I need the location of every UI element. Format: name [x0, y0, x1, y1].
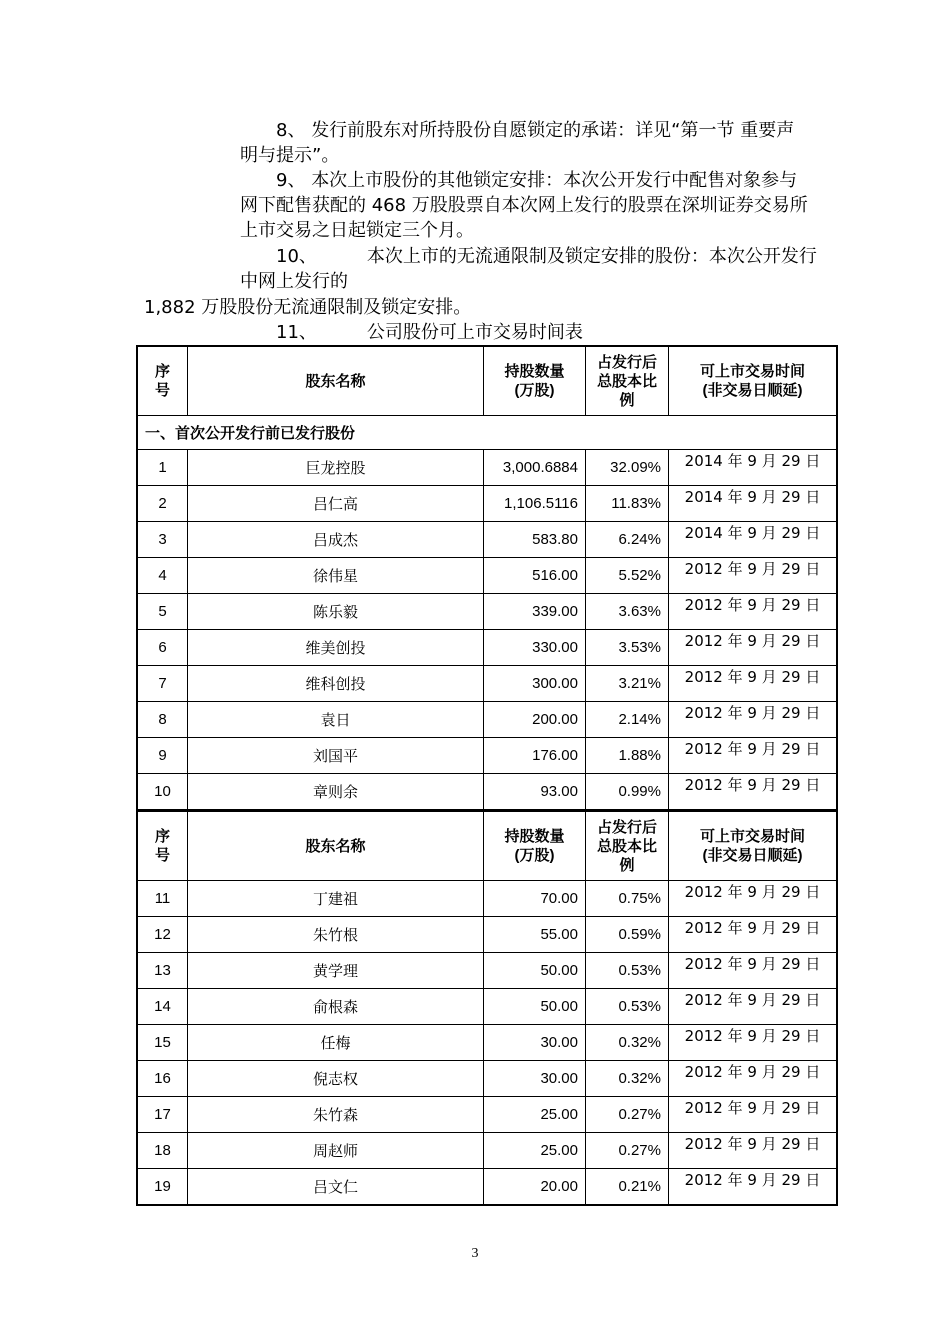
cell-pct: 0.21%: [586, 1169, 669, 1206]
cell-pct: 0.32%: [586, 1061, 669, 1097]
cell-date: 2014 年 9 月 29 日: [669, 522, 838, 558]
cell-date: 2012 年 9 月 29 日: [669, 1097, 838, 1133]
cell-shares: 200.00: [484, 702, 586, 738]
cell-date: 2012 年 9 月 29 日: [669, 594, 838, 630]
cell-no: 7: [137, 666, 188, 702]
table-row: [137, 486, 837, 522]
header-shares: 持股数量 (万股): [484, 811, 586, 881]
paragraph-8: [240, 118, 840, 168]
paragraph-9-line-2: 网下配售获配的 468 万股股票自本次网上发行的股票在深圳证券交易所: [240, 195, 808, 216]
cell-no: 14: [137, 989, 188, 1025]
cell-shares: 50.00: [484, 953, 586, 989]
cell-no: 16: [137, 1061, 188, 1097]
table-section-row: [137, 416, 837, 450]
table-row: [137, 1097, 837, 1133]
cell-no: 19: [137, 1169, 188, 1206]
cell-shares: 300.00: [484, 666, 586, 702]
cell-shares: 1,106.5116: [484, 486, 586, 522]
paragraph-10-continuation: 1,882 万股股份无流通限制及锁定安排。: [144, 297, 472, 318]
paragraph-11-line-1: 11、 公司股份可上市交易时间表: [276, 322, 583, 343]
cell-no: 12: [137, 917, 188, 953]
paragraph-10-line-2: 中网上发行的: [240, 271, 348, 292]
cell-pct: 1.88%: [586, 738, 669, 774]
header-shares: 持股数量 (万股): [484, 346, 586, 416]
table-row: [137, 702, 837, 738]
cell-pct: 0.27%: [586, 1133, 669, 1169]
cell-date: 2012 年 9 月 29 日: [669, 881, 838, 917]
cell-name: 朱竹森: [188, 1097, 484, 1133]
cell-shares: 30.00: [484, 1061, 586, 1097]
cell-shares: 3,000.6884: [484, 450, 586, 486]
cell-pct: 0.53%: [586, 989, 669, 1025]
table-row: [137, 1169, 837, 1206]
cell-name: 丁建祖: [188, 881, 484, 917]
cell-pct: 3.53%: [586, 630, 669, 666]
cell-date: 2014 年 9 月 29 日: [669, 486, 838, 522]
cell-shares: 20.00: [484, 1169, 586, 1206]
cell-name: 刘国平: [188, 738, 484, 774]
cell-shares: 583.80: [484, 522, 586, 558]
cell-no: 10: [137, 774, 188, 811]
cell-date: 2012 年 9 月 29 日: [669, 953, 838, 989]
cell-date: 2012 年 9 月 29 日: [669, 666, 838, 702]
cell-pct: 0.59%: [586, 917, 669, 953]
table-row: [137, 917, 837, 953]
cell-no: 5: [137, 594, 188, 630]
table-body-part-1: [137, 450, 837, 811]
cell-shares: 30.00: [484, 1025, 586, 1061]
cell-no: 3: [137, 522, 188, 558]
cell-pct: 6.24%: [586, 522, 669, 558]
table-row: [137, 594, 837, 630]
cell-name: 周赵师: [188, 1133, 484, 1169]
table-header-row: [137, 346, 837, 416]
cell-date: 2012 年 9 月 29 日: [669, 558, 838, 594]
section-title: 一、首次公开发行前已发行股份: [137, 416, 837, 450]
cell-pct: 32.09%: [586, 450, 669, 486]
cell-date: 2012 年 9 月 29 日: [669, 1025, 838, 1061]
cell-name: 吕成杰: [188, 522, 484, 558]
cell-no: 2: [137, 486, 188, 522]
cell-date: 2012 年 9 月 29 日: [669, 738, 838, 774]
cell-shares: 55.00: [484, 917, 586, 953]
cell-shares: 330.00: [484, 630, 586, 666]
table-row: [137, 450, 837, 486]
shareholder-table-part-2: [136, 810, 838, 1206]
cell-date: 2012 年 9 月 29 日: [669, 702, 838, 738]
cell-pct: 0.53%: [586, 953, 669, 989]
cell-shares: 70.00: [484, 881, 586, 917]
cell-shares: 50.00: [484, 989, 586, 1025]
cell-no: 8: [137, 702, 188, 738]
table-row: [137, 1061, 837, 1097]
cell-pct: 3.63%: [586, 594, 669, 630]
cell-name: 徐伟星: [188, 558, 484, 594]
header-no: 序 号: [137, 346, 188, 416]
cell-name: 朱竹根: [188, 917, 484, 953]
cell-name: 袁日: [188, 702, 484, 738]
cell-name: 任梅: [188, 1025, 484, 1061]
table-row: [137, 666, 837, 702]
cell-date: 2012 年 9 月 29 日: [669, 989, 838, 1025]
table-row: [137, 989, 837, 1025]
cell-shares: 516.00: [484, 558, 586, 594]
table-row: [137, 558, 837, 594]
shareholder-table-part-1: [136, 345, 838, 811]
cell-name: 吕文仁: [188, 1169, 484, 1206]
table-row: [137, 881, 837, 917]
cell-date: 2012 年 9 月 29 日: [669, 1061, 838, 1097]
cell-no: 1: [137, 450, 188, 486]
cell-date: 2012 年 9 月 29 日: [669, 630, 838, 666]
table-header-row: [137, 811, 837, 881]
cell-date: 2014 年 9 月 29 日: [669, 450, 838, 486]
table-row: [137, 1025, 837, 1061]
cell-date: 2012 年 9 月 29 日: [669, 1133, 838, 1169]
cell-name: 黄学理: [188, 953, 484, 989]
header-no: 序 号: [137, 811, 188, 881]
cell-no: 4: [137, 558, 188, 594]
cell-no: 17: [137, 1097, 188, 1133]
cell-name: 倪志权: [188, 1061, 484, 1097]
cell-pct: 3.21%: [586, 666, 669, 702]
table-body-part-2: [137, 881, 837, 1206]
cell-shares: 25.00: [484, 1097, 586, 1133]
cell-date: 2012 年 9 月 29 日: [669, 917, 838, 953]
table-row: [137, 630, 837, 666]
header-name: 股东名称: [188, 811, 484, 881]
paragraph-8-line-1: 8、 发行前股东对所持股份自愿锁定的承诺：详见“第一节 重要声: [276, 120, 795, 141]
table-row: [137, 1133, 837, 1169]
cell-no: 11: [137, 881, 188, 917]
cell-name: 陈乐毅: [188, 594, 484, 630]
paragraph-8-line-2: 明与提示”。: [240, 145, 340, 166]
cell-pct: 0.32%: [586, 1025, 669, 1061]
cell-pct: 0.27%: [586, 1097, 669, 1133]
table-row: [137, 953, 837, 989]
table-row: [137, 774, 837, 811]
cell-name: 维美创投: [188, 630, 484, 666]
cell-no: 15: [137, 1025, 188, 1061]
cell-pct: 5.52%: [586, 558, 669, 594]
cell-no: 9: [137, 738, 188, 774]
cell-pct: 0.99%: [586, 774, 669, 811]
paragraph-9-line-3: 上市交易之日起锁定三个月。: [240, 220, 474, 241]
cell-name: 吕仁高: [188, 486, 484, 522]
header-pct: 占发行后 总股本比 例: [586, 811, 669, 881]
cell-name: 巨龙控股: [188, 450, 484, 486]
cell-pct: 2.14%: [586, 702, 669, 738]
cell-pct: 11.83%: [586, 486, 669, 522]
paragraph-10: [240, 244, 840, 294]
cell-no: 6: [137, 630, 188, 666]
header-name: 股东名称: [188, 346, 484, 416]
paragraph-9: [240, 168, 840, 243]
table-row: [137, 522, 837, 558]
cell-name: 俞根森: [188, 989, 484, 1025]
cell-no: 13: [137, 953, 188, 989]
header-pct: 占发行后 总股本比 例: [586, 346, 669, 416]
cell-shares: 176.00: [484, 738, 586, 774]
table-row: [137, 738, 837, 774]
cell-shares: 93.00: [484, 774, 586, 811]
header-date: 可上市交易时间 (非交易日顺延): [669, 346, 838, 416]
cell-shares: 339.00: [484, 594, 586, 630]
cell-date: 2012 年 9 月 29 日: [669, 774, 838, 811]
page-number: 3: [471, 1246, 479, 1261]
paragraph-10-line-1: 10、 本次上市的无流通限制及锁定安排的股份：本次公开发行: [276, 246, 817, 267]
paragraph-11: [240, 320, 840, 345]
header-date: 可上市交易时间 (非交易日顺延): [669, 811, 838, 881]
cell-pct: 0.75%: [586, 881, 669, 917]
cell-name: 维科创投: [188, 666, 484, 702]
cell-date: 2012 年 9 月 29 日: [669, 1169, 838, 1206]
paragraph-9-line-1: 9、 本次上市股份的其他锁定安排：本次公开发行中配售对象参与: [276, 170, 798, 191]
cell-shares: 25.00: [484, 1133, 586, 1169]
cell-name: 章则余: [188, 774, 484, 811]
cell-no: 18: [137, 1133, 188, 1169]
